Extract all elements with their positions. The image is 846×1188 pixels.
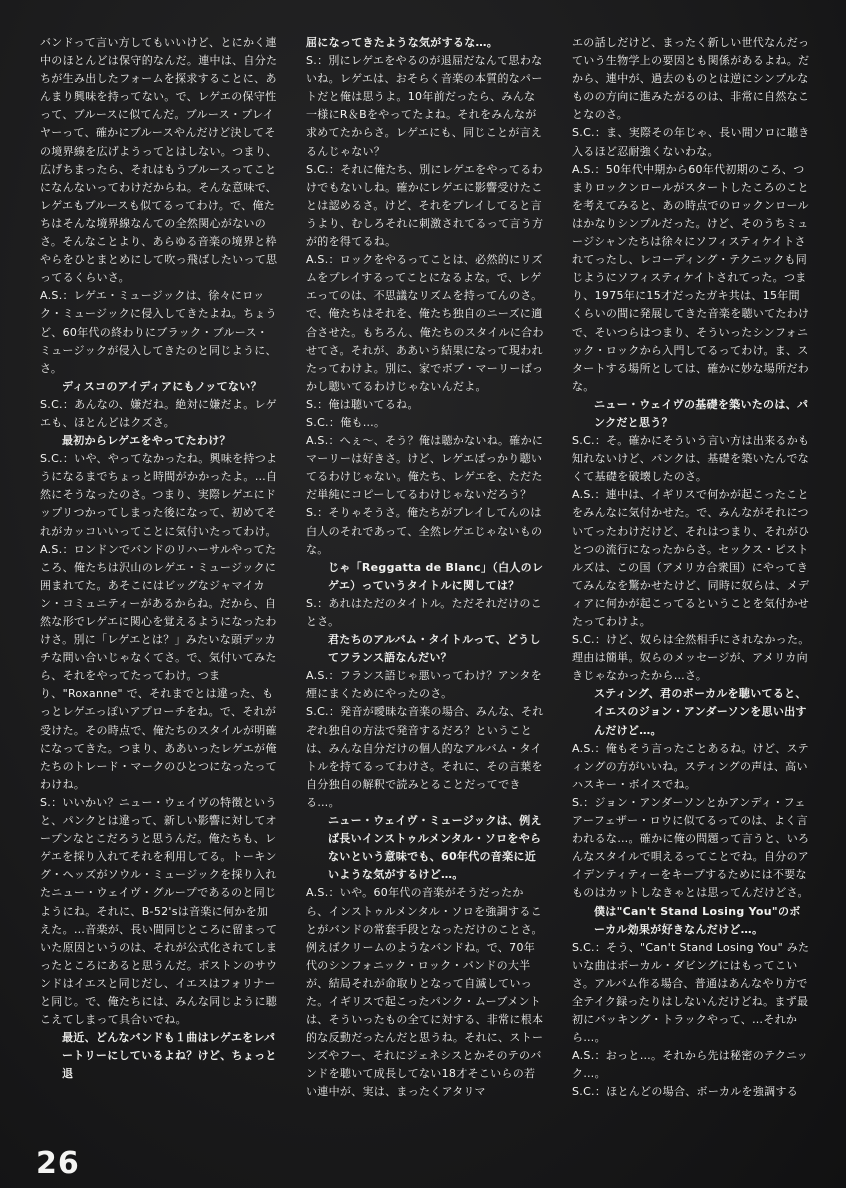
interview-answer: S.：ジョン・アンダーソンとかアンディ・フェアーフェザー・ロウに似てるってのは、よく言われるな…。確かに俺の問題って言うと、いろんなスタイルで唄えるってことでね。自分のアイデンティティーをキープするためには不要なものはカットしなきゃとは思ってんだけどさ。 xyxy=(572,795,810,900)
interview-answer: A.S.：へぇ～、そう？俺は聴かないね。確かにマーリーは好きさ。けど、レゲエばっかり聴いてるわけじゃない。俺たち、レゲエを、ただただ単純にコピーしてるわけじゃないだろう？ xyxy=(306,434,544,502)
interview-answer: S.：そりゃそうさ。俺たちがプレイしてんのは白人のそれであって、全然レゲエじゃないものな。 xyxy=(306,506,543,556)
interview-answer: S.C.：ま、実際その年じゃ、長い間ソロに聴き入るほど忍耐強くないわな。 xyxy=(572,126,810,158)
interview-answer: A.S.：50年代中期から60年代初期のころ、つまりロックンロールがスタートしたころのことを考えてみると、あの時点でのロックンロールはかなりシンプルだった。けど、そのうちミュージシャンたちは徐々にソフィスティケイトされてったし、レコーディング・テクニックも同じようにソフィスティケイトされてった。つまり、1975年に15才だったガキ共は、15年間くらいの間に発展してきた音楽を聴いてたわけで、そいつらはつまり、そういったシンフォニック・ロックから入門してるってわけ。ま、スタートする場所としては、確かに妙な場所だわな。 xyxy=(572,162,810,393)
interview-answer: A.S.：フランス語じゃ悪いってわけ？アンタを煙にまくためにやったのさ。 xyxy=(306,669,542,701)
interview-question: ニュー・ウェイヴの基礎を築いたのは、パンクだと思う？ xyxy=(594,397,809,429)
interview-answer: エの話しだけど、まったく新しい世代なんだっていう生物学上の要因とも関係があるよね。だから、連中が、過去のものとは逆にシンプルなものの方向に進みたがるのは、非常に自然なことなのさ。 xyxy=(572,36,810,122)
interview-question: 僕は"Can't Stand Losing You"のボーカル効果が好きなんだけど…。 xyxy=(594,904,801,936)
interview-answer: A.S.：おっと…。それから先は秘密のテクニック…。 xyxy=(572,1049,809,1081)
interview-answer: S.：俺は聴いてるね。 xyxy=(306,397,419,411)
interview-question: じゃ「Reggatta de Blanc」（白人のレゲエ）っていうタイトルに関しては？ xyxy=(328,560,544,592)
interview-question: ディスコのアイディアにもノッてない？ xyxy=(62,379,262,393)
interview-question: 最近、どんなバンドも１曲はレゲエをレパートリーにしているよね？けど、ちょっと退 xyxy=(62,1031,277,1081)
interview-answer: S.C.：それに俺たち、別にレゲエをやってるわけでもないしね。確かにレゲエに影響受けたことは認めるさ。けど、それをプレイしてると言うより、むしろそれに刺激されてるって言う方が的を得てるね。 xyxy=(306,162,544,249)
interview-question: 君たちのアルバム・タイトルって、どうしてフランス語なんだい？ xyxy=(328,633,541,665)
interview-answer: S.C.：あんなの、嫌だね。絶対に嫌だよ。レゲエも、ほとんどはクズさ。 xyxy=(40,397,277,429)
interview-answer: S.：いいかい？ニュー・ウェイヴの特徴というと、パンクとは違って、新しい影響に対してオープンなとこだろうと思うんだ。俺たちも、レゲエを採り入れてそれを利用してる。トーキング・ヘッズがソウル・ミュージックを採り入れたニュー・ウェイヴ・グループであるのと同じようにね。それに、B-52'sは音楽に何かを加えた。…音楽が、長い間同じところに留まっていた原因というのは、それが公式化されてしまったところにあると思うんだ。ボストンのサウンドはイエスと同じだし、イエスはフォリナーと同じ。で、俺たちには、みんな同じように聴こえてしまって具合いでね。 xyxy=(40,795,278,1027)
interview-answer: S.：別にレゲエをやるのが退屈だなんて思わないね。レゲエは、おそらく音楽の本質的なパートだと俺は思うよ。10年前だったら、みんな一様にR＆Bをやってたよね。それをみんなが求めてたからさ。レゲエにも、同じことが言えるんじゃない？ xyxy=(306,54,543,158)
interview-question: 最初からレゲエをやってたわけ？ xyxy=(62,434,231,448)
interview-answer: S.C.：俺も…。 xyxy=(306,415,386,429)
text-column-right xyxy=(572,34,810,1134)
interview-answer: S.C.：発音が曖昧な音楽の場合、みんな、それぞれ独自の方法で発音するだろ？ということは、みんな自分だけの個人的なアルバム・タイトルを持てるってわけさ。それに、その言葉を自分独自の解釈で読みとることだってできる…。 xyxy=(306,705,544,809)
interview-answer: S.C.：いや、やってなかったね。興味を持つようになるまでちょっと時間がかかったよ。…自然にそうなったのさ。つまり、実際レゲエにドップリつかってしまった後になって、初めてそれがカッコいいってことに気付いたってわけ。 xyxy=(40,452,278,538)
interview-answer: S.C.：そ。確かにそういう言い方は出来るかも知れないけど、パンクは、基礎を築いたんでなくて基礎を破壊したのさ。 xyxy=(572,434,810,484)
text-column-left xyxy=(40,34,278,1134)
interview-answer: S.C.：そう、"Can't Stand Losing You" みたいな曲はボーカル・ダビングにはもってこいさ。アルバム作る場合、普通はあんなやり方で全テイク録ったりはしないんだけどね。まず最初にバッキング・トラックやって、…それから…。 xyxy=(572,940,810,1045)
interview-question: 屈になってきたような気がするな…。 xyxy=(306,36,499,49)
interview-answer: S.：あれはただのタイトル。ただそれだけのことさ。 xyxy=(306,596,542,628)
interview-answer: S.C.：ほとんどの場合、ボーカルを強調する xyxy=(572,1085,799,1099)
interview-answer: A.S.：いや。60年代の音楽がそうだったから、インストゥルメンタル・ソロを強調することがバンドの常套手段となっただけのことさ。例えばクリームのようなバンドね。で、70年代のシンフォニック・ロック・バンドの大半が、結局それが命取りとなって自滅していった。イギリスで起こったパンク・ムーブメントは、そういったもの全てに対する、非常に根本的な反動だったんだと思うね。それに、ストーンズやフー、それにジェネシスとかそのテのバンドを聴いて成長してない18才そこいらの若い連中が、実は、まったくアタリマ xyxy=(306,886,544,1099)
interview-answer: バンドって言い方してもいいけど、とにかく連中のほとんどは保守的なんだ。連中は、自分たちが生み出したフォームを探求することに、あんまり興味を持ってない。で、レゲエの保守性って、ブルースに似てんだ。ブルース・プレイヤーって、確かにブルースやんだけど決してその境界線を広げようってとはしない。つまり、広げちまったら、それはもうブルースってことになんないってわけだからね。そんな意味で、レゲエもブルースも似てるってわけ。で、俺たちはそんな境界線なんての全然関心がないのさ。そんなことより、あらゆる音楽の境界と枠やらをひとまとめにして吹っ飛ばしたいって思ってるくらいさ。 xyxy=(40,36,278,285)
interview-question: ニュー・ウェイヴ・ミュージックは、例えば長いインストゥルメンタル・ソロをやらないという意味でも、60年代の音楽に近いような気がするけど…。 xyxy=(328,814,542,882)
text-column-middle xyxy=(306,34,544,1134)
interview-answer: A.S.：レゲエ・ミュージックは、徐々にロック・ミュージックに侵入してきたよね。ちょうど、60年代の終わりにブラック・ブルース・ミュージックが侵入してきたのと同じように、さ。 xyxy=(40,289,277,375)
page-number: 26 xyxy=(36,1146,80,1181)
interview-answer: S.C.：けど、奴らは全然相手にされなかった。理由は簡単。奴らのメッセージが、アメリカ向きじゃなかったから…さ。 xyxy=(572,633,810,683)
interview-question: スティング、君のボーカルを聴いてると、イエスのジョン・アンダーソンを思い出すんだけど…。 xyxy=(594,687,807,737)
interview-answer: A.S.：俺もそう言ったことあるね。けど、スティングの方がいいね。スティングの声は、高いハスキー・ボイスでね。 xyxy=(572,741,809,791)
interview-answer: A.S.：ロックをやるってことは、必然的にリズムをプレイするってことになるよな。で、レゲエってのは、不思議なリズムを持ってんのさ。で、俺たちはそれを、俺たち独自のニーズに適合させた。もちろん、俺たちのスタイルに合わせてさ。それが、ああいう結果になって現われたってわけよ。別に、家でボブ・マーリーばっかし聴いてるわけじゃないんだよ。 xyxy=(306,253,544,393)
interview-answer: A.S.：ロンドンでバンドのリハーサルやってたころ、俺たちは沢山のレゲエ・ミュージックに囲まれてた。あそこにはビッグなジャマイカン・コミュニティーがあるからね。だから、自然な形でレゲエに関心を覚えるようになったわけさ。別に「レゲエとは？」みたいな頭デッカチな問い合いじゃなくてさ。で、気付いてみたら、それをやってたってわけ。つまり、"Roxanne" で、それまでとは違った、もっとレゲエっぽいアプローチをね。で、それが受けた。その時点で、俺たちのスタイルが明確になってきた。つまり、ああいったレゲエが俺たちのトレード・マークのひとつになったってわけね。 xyxy=(40,542,278,791)
interview-answer: A.S.：連中は、イギリスで何かが起こったことをみんなに気付かせた。で、みんながそれについてったわけだけど、それはつまり、それがひとつの流行になったからさ。セックス・ピストルズは、この国（アメリカ合衆国）にやってきてみんなを驚かせたけど、同時に奴らは、メディアに何かが起こってるということを気付かせたってわけよ。 xyxy=(572,488,810,628)
